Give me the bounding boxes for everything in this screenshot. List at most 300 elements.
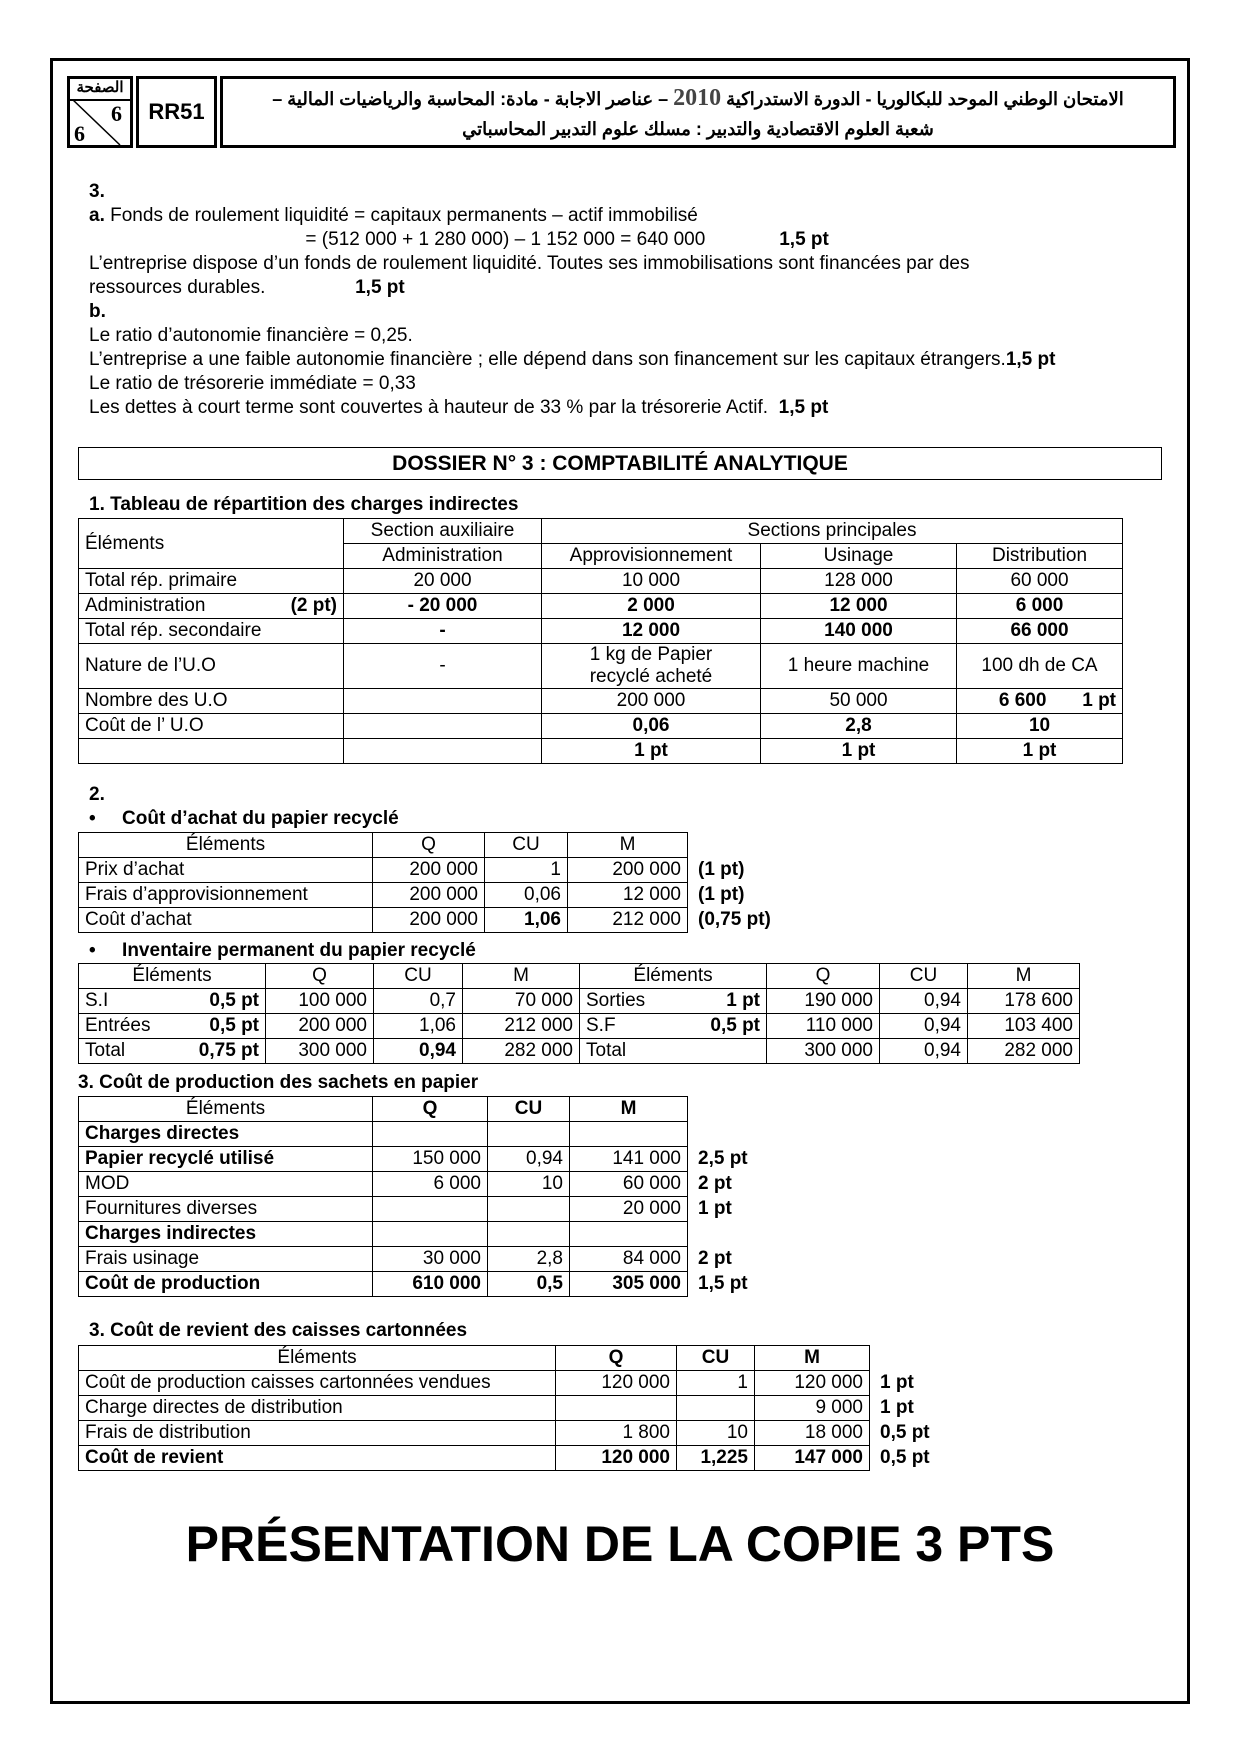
- table-cell: [488, 1172, 570, 1197]
- table-cell: [79, 644, 344, 689]
- cell-text: Charges indirectes: [85, 1223, 257, 1244]
- table-cell: [373, 1147, 488, 1172]
- table-cell: [79, 858, 373, 883]
- cell-text: 10: [541, 1173, 563, 1194]
- header-principal: Sections principales: [542, 519, 1123, 544]
- table-cell: [957, 594, 1123, 619]
- table-cell: [556, 1346, 677, 1371]
- cell-text: Coût de l’ U.O: [85, 715, 204, 736]
- points: 0,5 pt: [209, 1015, 259, 1036]
- cell-text: 0,5 pt: [880, 1422, 930, 1443]
- table-cell: [570, 1147, 688, 1172]
- table-cell: [761, 739, 957, 764]
- col-header: Administration: [344, 544, 542, 569]
- table-cell: [374, 1039, 463, 1064]
- cell-text: 200 000: [409, 859, 478, 880]
- table-cell: [761, 689, 957, 714]
- table-cell: [344, 594, 542, 619]
- table-cell: [374, 964, 463, 989]
- table-row: [79, 689, 1123, 714]
- cell-text: Frais usinage: [85, 1248, 200, 1269]
- cell-text: 12 000: [622, 884, 681, 905]
- copy-presentation-note: PRÉSENTATION DE LA COPIE 3 PTS: [185, 1516, 1055, 1572]
- cell-text: Éléments: [132, 965, 212, 986]
- cell-text: 300 000: [804, 1040, 873, 1061]
- table-cell: [79, 1172, 373, 1197]
- cell-text: M: [620, 1098, 637, 1119]
- table-cell: [880, 989, 968, 1014]
- fr-definition: Fonds de roulement liquidité = capitaux permanents – actif immobilisé: [104, 205, 698, 226]
- title-line-2: شعبة العلوم الاقتصادية والتدبير : مسلك علوم التدبير المحاسباتي: [462, 119, 934, 139]
- cell-text: 305 000: [612, 1273, 681, 1294]
- cell-text: 120 000: [601, 1447, 670, 1468]
- points-cell: [688, 1197, 778, 1222]
- table-cell: [761, 594, 957, 619]
- cell-text: 2,5 pt: [698, 1148, 748, 1169]
- table-cell: [373, 1097, 488, 1122]
- table-cell: [542, 569, 761, 594]
- cell-text: 0,94: [924, 990, 961, 1011]
- cell-text: -: [439, 620, 446, 641]
- table-cell: [463, 1014, 580, 1039]
- table-cell: [542, 619, 761, 644]
- table-cell: [79, 569, 344, 594]
- cell-text: 1 pt: [841, 740, 876, 761]
- cell-text: 141 000: [612, 1148, 681, 1169]
- table-cell: [767, 989, 880, 1014]
- cell-text: CU: [701, 1347, 730, 1368]
- table-cell: [373, 1247, 488, 1272]
- table-cell: [677, 1421, 755, 1446]
- table-cell: [79, 1039, 266, 1064]
- cell-text: 1 pt: [880, 1397, 914, 1418]
- cell-text: 70 000: [514, 990, 573, 1011]
- table-cell: [957, 644, 1123, 689]
- cell-text: Coût d’achat: [85, 909, 192, 930]
- table-cell: [463, 1039, 580, 1064]
- fr-calculation: = (512 000 + 1 280 000) – 1 152 000 = 640 000: [89, 229, 780, 250]
- cell-text: Total: [586, 1040, 627, 1061]
- table-cell: [767, 1039, 880, 1064]
- table-row: [79, 739, 1123, 764]
- cell-text: 2 pt: [698, 1248, 732, 1269]
- header-aux: Section auxiliaire: [344, 519, 542, 544]
- cell-text: 6 000: [433, 1173, 481, 1194]
- points-cell: [870, 1421, 970, 1446]
- col-header: Approvisionnement: [542, 544, 761, 569]
- exam-year: 2010: [673, 85, 722, 111]
- cell-text: 1,06: [419, 1015, 456, 1036]
- points-cell: [688, 1247, 778, 1272]
- cell-text: 10: [726, 1422, 748, 1443]
- table-cell: [880, 964, 968, 989]
- cell-text: 1,5 pt: [698, 1273, 748, 1294]
- treasury-ratio: Le ratio de trésorerie immédiate = 0,33: [89, 373, 416, 394]
- table-cell: [485, 883, 568, 908]
- table-row: [79, 1396, 970, 1421]
- cell-text: 190 000: [804, 990, 873, 1011]
- cell-text: Frais de distribution: [85, 1422, 251, 1443]
- table-cell: [488, 1197, 570, 1222]
- cell-text: 2,8: [845, 715, 872, 736]
- cell-text: 30 000: [422, 1248, 481, 1269]
- points: 0,5 pt: [209, 990, 259, 1011]
- table-row: [79, 1222, 778, 1247]
- cell-text: Entrées: [85, 1015, 151, 1036]
- page-number: 6: [111, 101, 122, 126]
- cell-text: 66 000: [1010, 620, 1069, 641]
- table-cell: [957, 714, 1123, 739]
- table-cell: [266, 964, 374, 989]
- cell-text: 0,94: [924, 1015, 961, 1036]
- cell-text: 178 600: [1004, 990, 1073, 1011]
- table-cell: [373, 1222, 488, 1247]
- table-cell: [761, 714, 957, 739]
- table-row: [79, 1039, 1080, 1064]
- section-3-answers: [89, 180, 1179, 420]
- cell-text: 103 400: [1004, 1015, 1073, 1036]
- cell-text: CU: [512, 834, 540, 855]
- table-cell: [580, 1014, 767, 1039]
- points-cell: [688, 1097, 778, 1122]
- table-4-title: 3. Coût de production des sachets en papier: [78, 1072, 479, 1093]
- points: 1 pt: [1082, 690, 1117, 711]
- points-cell: [870, 1371, 970, 1396]
- table-cell: [761, 644, 957, 689]
- cell-text: 120 000: [794, 1372, 863, 1393]
- table-cell: [373, 883, 485, 908]
- cell-text: Sorties: [586, 990, 646, 1011]
- cell-text: CU: [404, 965, 432, 986]
- table-cell: [79, 1247, 373, 1272]
- table-cell: [957, 739, 1123, 764]
- cell-text: 0,06: [632, 715, 670, 736]
- cell-text: CU: [514, 1098, 543, 1119]
- table-row: [79, 1371, 970, 1396]
- cell-text: Éléments: [277, 1347, 357, 1368]
- points: 1,5 pt: [779, 229, 829, 250]
- table-cell: [968, 1039, 1080, 1064]
- cell-text: 610 000: [412, 1273, 481, 1294]
- cell-text: M: [804, 1347, 820, 1368]
- table-cell: [580, 964, 767, 989]
- fr-comment: L’entreprise dispose d’un fonds de roulement liquidité. Toutes ses immobilisations sont financées par des: [89, 253, 970, 274]
- table-cell: [570, 1272, 688, 1297]
- cell-text: M: [513, 965, 529, 986]
- points: 0,5 pt: [710, 1015, 760, 1036]
- table-cell: [580, 1039, 767, 1064]
- cell-text: -: [439, 655, 446, 676]
- table-row: [79, 619, 1123, 644]
- table-cell: [488, 1147, 570, 1172]
- table-cell: [79, 1396, 556, 1421]
- table-cell: [767, 964, 880, 989]
- cell-text: 1 800: [622, 1422, 670, 1443]
- table-cell: [79, 1371, 556, 1396]
- table-cell: [755, 1421, 870, 1446]
- cell-text: S.I: [85, 990, 109, 1011]
- autonomy-ratio: Le ratio d’autonomie financière = 0,25.: [89, 325, 413, 346]
- cell-text: Total: [85, 1040, 126, 1061]
- exam-code: RR51: [136, 76, 217, 148]
- cell-text: 1 heure machine: [787, 655, 930, 676]
- cell-text: 150 000: [412, 1148, 481, 1169]
- cell-text: 9 000: [815, 1397, 863, 1418]
- table-cell: [485, 858, 568, 883]
- table-cell: [556, 1396, 677, 1421]
- cell-text: 300 000: [298, 1040, 367, 1061]
- table-cell: [570, 1122, 688, 1147]
- exam-title: [220, 76, 1176, 148]
- table-row: [79, 569, 1123, 594]
- table-cell: [79, 1346, 556, 1371]
- table-cell: [570, 1197, 688, 1222]
- points-cell: [688, 1122, 778, 1147]
- table-cell: [79, 989, 266, 1014]
- cell-text: 12 000: [829, 595, 888, 616]
- table-cell: [968, 989, 1080, 1014]
- cell-text: 1 pt: [880, 1372, 914, 1393]
- cell-text: 200 000: [298, 1015, 367, 1036]
- cell-text: Q: [608, 1347, 624, 1368]
- table-cell: [266, 1039, 374, 1064]
- table-row: [79, 1421, 970, 1446]
- cell-text: Coût de production caisses cartonnées vendues: [85, 1372, 491, 1393]
- table-cell: [79, 1421, 556, 1446]
- points-cell: [870, 1446, 970, 1471]
- points-cell: [688, 833, 798, 858]
- cell-text: Q: [312, 965, 327, 986]
- cell-text: Fournitures diverses: [85, 1198, 258, 1219]
- table-cell: [266, 1014, 374, 1039]
- table-row: [79, 908, 798, 933]
- cell-text: Éléments: [185, 1098, 266, 1119]
- cell-text: 0,06: [524, 884, 561, 905]
- table-cell: [373, 1272, 488, 1297]
- table-row: [79, 1122, 778, 1147]
- purchase-cost-table: [78, 832, 798, 933]
- cell-text: 0,5 pt: [880, 1447, 930, 1468]
- table-cell: [542, 689, 761, 714]
- points-cell: [688, 883, 798, 908]
- title-part-a: الامتحان الوطني الموحد للبكالوريا - الدورة الاستدراكية: [726, 89, 1124, 109]
- cell-text: 147 000: [794, 1447, 863, 1468]
- cell-text: 100 000: [298, 990, 367, 1011]
- cell-text: 0,7: [429, 990, 456, 1011]
- cell-text: (1 pt): [698, 859, 745, 880]
- cell-text: Q: [815, 965, 831, 986]
- page-label: الصفحة: [70, 79, 130, 101]
- table-cell: [677, 1396, 755, 1421]
- table-cell: [570, 1172, 688, 1197]
- table-row: [79, 1197, 778, 1222]
- table-row: [79, 1346, 970, 1371]
- table-cell: [79, 619, 344, 644]
- table-3-title: • Inventaire permanent du papier recyclé: [89, 940, 476, 961]
- cell-text: 2,8: [536, 1248, 563, 1269]
- table-cell: [79, 1147, 373, 1172]
- table-row: [79, 883, 798, 908]
- table-cell: [677, 1446, 755, 1471]
- header-elements: Éléments: [79, 519, 344, 569]
- cell-text: Éléments: [633, 965, 713, 986]
- table-row: [79, 1097, 778, 1122]
- cell-text: Coût de production: [85, 1273, 261, 1294]
- cell-text: 282 000: [504, 1040, 573, 1061]
- cell-text: Nombre des U.O: [85, 690, 228, 711]
- cell-text: 140 000: [824, 620, 893, 641]
- cell-text: M: [1015, 965, 1032, 986]
- cell-text: Total rép. primaire: [85, 570, 238, 591]
- table-cell: [344, 739, 542, 764]
- table-cell: [542, 644, 761, 689]
- points: 1,5 pt: [1005, 349, 1056, 370]
- table-cell: [488, 1222, 570, 1247]
- cell-text: 1,225: [700, 1447, 748, 1468]
- cell-text: Total rép. secondaire: [85, 620, 262, 641]
- cell-text: Q: [422, 1098, 438, 1119]
- table-cell: [266, 989, 374, 1014]
- table-cell: [542, 594, 761, 619]
- cell-text: 20 000: [413, 570, 472, 591]
- table-cell: [79, 1272, 373, 1297]
- cell-text: 0,94: [419, 1040, 456, 1061]
- table-cell: [880, 1014, 968, 1039]
- table-cell: [761, 569, 957, 594]
- table-cell: [79, 1014, 266, 1039]
- table-cell: [344, 569, 542, 594]
- cell-text: Charges directes: [85, 1123, 240, 1144]
- col-header: Distribution: [957, 544, 1123, 569]
- table-cell: [968, 964, 1080, 989]
- title-part-b: – عناصر الاجابة - مادة: المحاسبة والرياضيات المالية –: [272, 89, 669, 109]
- table-cell: [344, 619, 542, 644]
- part-a-label: a.: [89, 205, 105, 226]
- indirect-charges-table: [78, 518, 1123, 764]
- table-cell: [485, 833, 568, 858]
- cell-text: 0,5: [536, 1273, 563, 1294]
- cost-price-table: [78, 1345, 970, 1471]
- table-cell: [344, 689, 542, 714]
- part-b-label: b.: [89, 301, 106, 322]
- points: 1,5 pt: [778, 397, 829, 418]
- fr-comment-2: ressources durables.: [89, 277, 356, 298]
- table-cell: [568, 883, 688, 908]
- cell-text: 128 000: [824, 570, 893, 591]
- cell-text: Frais d’approvisionnement: [85, 884, 308, 905]
- cell-text: (1 pt): [698, 884, 745, 905]
- cell-text: 200 000: [612, 859, 681, 880]
- table-cell: [373, 858, 485, 883]
- table-cell: [79, 739, 344, 764]
- cell-text: 200 000: [409, 884, 478, 905]
- cell-text: Charge directes de distribution: [85, 1397, 343, 1418]
- table-row: [79, 1014, 1080, 1039]
- table-row: [79, 1172, 778, 1197]
- table-row: [79, 964, 1080, 989]
- table-row: [79, 594, 1123, 619]
- dossier-title: DOSSIER N° 3 : COMPTABILITÉ ANALYTIQUE: [78, 447, 1162, 480]
- table-cell: [463, 989, 580, 1014]
- table-cell: [79, 594, 344, 619]
- cell-text: Q: [421, 834, 436, 855]
- cell-text: 1 pt: [698, 1198, 732, 1219]
- production-cost-table: [78, 1096, 778, 1297]
- table-cell: [755, 1346, 870, 1371]
- cell-text: Administration: [85, 595, 206, 616]
- table-cell: [556, 1371, 677, 1396]
- table-cell: [568, 908, 688, 933]
- table-cell: [556, 1446, 677, 1471]
- cell-text: 2 pt: [698, 1173, 732, 1194]
- table-1-title: 1. Tableau de répartition des charges indirectes: [89, 494, 519, 515]
- cell-text: 212 000: [504, 1015, 573, 1036]
- cell-text: Éléments: [185, 834, 266, 855]
- table-cell: [957, 619, 1123, 644]
- table-cell: [79, 714, 344, 739]
- points-cell: [870, 1346, 970, 1371]
- table-cell: [761, 619, 957, 644]
- cell-text: 212 000: [612, 909, 681, 930]
- table-cell: [580, 989, 767, 1014]
- table-cell: [570, 1247, 688, 1272]
- cell-text: 1 kg de Papier recyclé acheté: [589, 644, 713, 687]
- cell-text: 6 000: [1015, 595, 1064, 616]
- table-cell: [79, 1446, 556, 1471]
- cell-text: 12 000: [621, 620, 681, 641]
- cell-text: Coût de revient: [85, 1447, 224, 1468]
- page-number-box: [67, 76, 133, 148]
- cell-text: 200 000: [616, 690, 686, 711]
- cell-text: 60 000: [1010, 570, 1069, 591]
- table-cell: [568, 858, 688, 883]
- table-cell: [755, 1396, 870, 1421]
- page-total: 6: [74, 121, 85, 146]
- table-cell: [755, 1371, 870, 1396]
- table-cell: [488, 1272, 570, 1297]
- cell-text: Papier recyclé utilisé: [85, 1148, 275, 1169]
- table-cell: [374, 1014, 463, 1039]
- table-cell: [755, 1446, 870, 1471]
- cell-text: 1 pt: [634, 740, 668, 761]
- table-cell: [568, 833, 688, 858]
- cell-text: 60 000: [622, 1173, 681, 1194]
- table-cell: [556, 1421, 677, 1446]
- table-cell: [79, 883, 373, 908]
- table-cell: [463, 964, 580, 989]
- cell-text: S.F: [586, 1015, 616, 1036]
- table-cell: [344, 714, 542, 739]
- table-cell: [79, 833, 373, 858]
- table-row: [79, 989, 1080, 1014]
- table-cell: [488, 1122, 570, 1147]
- cell-text: 6 600: [998, 690, 1047, 711]
- table-cell: [542, 739, 761, 764]
- cell-text: Nature de l’U.O: [85, 655, 216, 676]
- table-cell: [79, 908, 373, 933]
- table-cell: [957, 689, 1123, 714]
- cell-text: 20 000: [622, 1198, 681, 1219]
- cell-text: 282 000: [1004, 1040, 1073, 1061]
- cell-text: 1: [737, 1372, 748, 1393]
- cell-text: 84 000: [622, 1248, 681, 1269]
- points-cell: [688, 908, 798, 933]
- col-header: Usinage: [761, 544, 957, 569]
- table-cell: [344, 644, 542, 689]
- table-cell: [767, 1014, 880, 1039]
- cell-text: 2 000: [627, 595, 675, 616]
- table-cell: [79, 1097, 373, 1122]
